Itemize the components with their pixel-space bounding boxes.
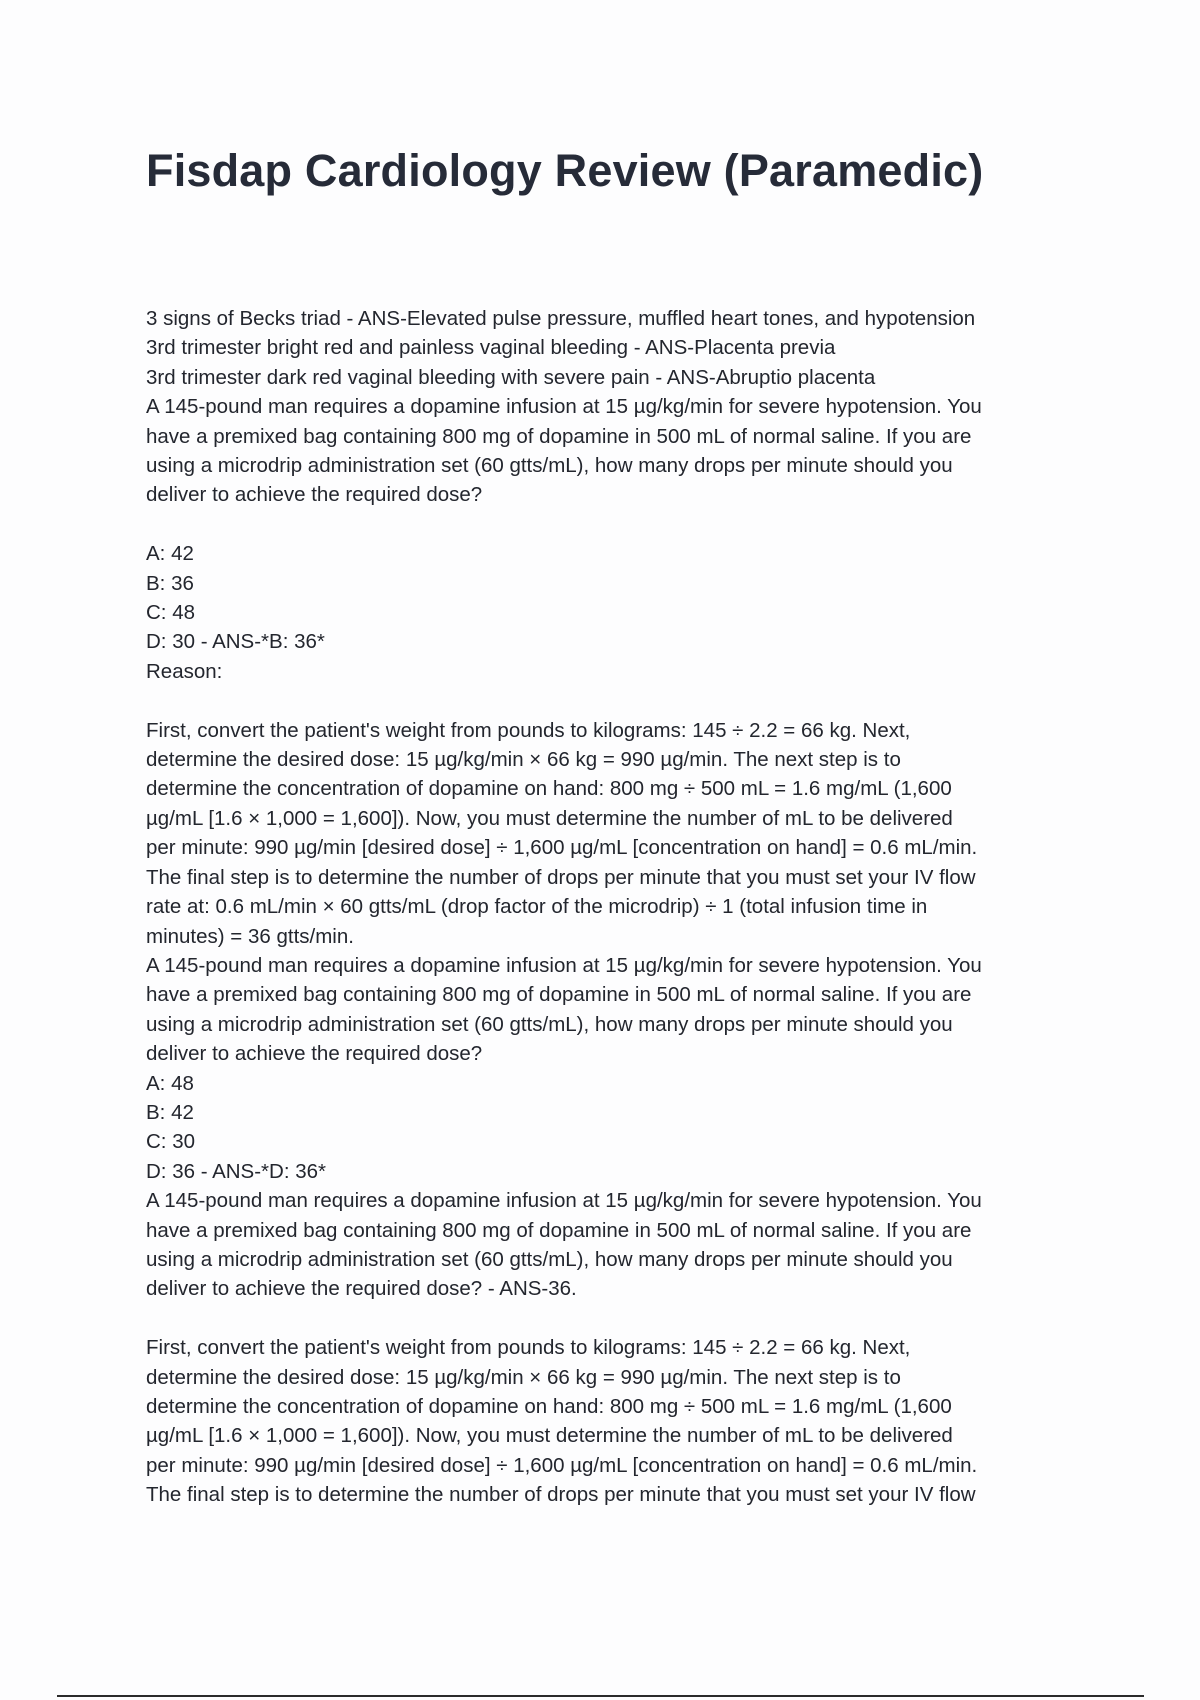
text-line: using a microdrip administration set (60 gtts/mL), how many drops per minute should you: [146, 1012, 953, 1036]
text-line: B: 36: [146, 571, 194, 595]
text-line: Reason:: [146, 659, 223, 683]
blank-line: [146, 686, 1066, 715]
text-line: deliver to achieve the required dose?: [146, 483, 483, 507]
text-line: B: 42: [146, 1100, 194, 1124]
text-line: deliver to achieve the required dose? - ANS-36.: [146, 1277, 577, 1301]
text-line: C: 48: [146, 601, 195, 625]
text-line: The final step is to determine the number of drops per minute that you must set your IV flow: [146, 865, 976, 889]
text-line: A 145-pound man requires a dopamine infusion at 15 µg/kg/min for severe hypotension. You: [146, 1189, 982, 1213]
text-line: µg/mL [1.6 × 1,000 = 1,600]). Now, you must determine the number of mL to be delivered: [146, 1424, 953, 1448]
text-line: D: 36 - ANS-*D: 36*: [146, 1159, 327, 1183]
text-line: C: 30: [146, 1130, 195, 1154]
text-line: determine the desired dose: 15 µg/kg/min × 66 kg = 990 µg/min. The next step is to: [146, 748, 901, 772]
text-line: minutes) = 36 gtts/min.: [146, 924, 354, 948]
text-line: The final step is to determine the number of drops per minute that you must set your IV flow: [146, 1483, 976, 1507]
text-line: 3 signs of Becks triad - ANS-Elevated pulse pressure, muffled heart tones, and hypotension: [146, 307, 976, 330]
document-body: [146, 304, 1066, 1510]
text-line: per minute: 990 µg/min [desired dose] ÷ 1,600 µg/mL [concentration on hand] = 0.6 mL/min.: [146, 836, 978, 860]
text-line: using a microdrip administration set (60 gtts/mL), how many drops per minute should you: [146, 454, 953, 478]
text-line: A: 48: [146, 1071, 194, 1095]
text-line: 3rd trimester dark red vaginal bleeding with severe pain - ANS-Abruptio placenta: [146, 365, 876, 389]
footer-divider: [57, 1695, 1144, 1697]
text-line: µg/mL [1.6 × 1,000 = 1,600]). Now, you must determine the number of mL to be delivered: [146, 806, 953, 830]
text-line: have a premixed bag containing 800 mg of dopamine in 500 mL of normal saline. If you are: [146, 424, 972, 448]
text-line: determine the concentration of dopamine on hand: 800 mg ÷ 500 mL = 1.6 mg/mL (1,600: [146, 777, 952, 801]
blank-line: [146, 1304, 1066, 1333]
text-line: First, convert the patient's weight from pounds to kilograms: 145 ÷ 2.2 = 66 kg. Next,: [146, 718, 911, 742]
text-line: A: 42: [146, 542, 194, 566]
text-line: have a premixed bag containing 800 mg of dopamine in 500 mL of normal saline. If you are: [146, 983, 972, 1007]
text-line: D: 30 - ANS-*B: 36*: [146, 630, 325, 654]
text-line: using a microdrip administration set (60 gtts/mL), how many drops per minute should you: [146, 1247, 953, 1271]
text-line: per minute: 990 µg/min [desired dose] ÷ 1,600 µg/mL [concentration on hand] = 0.6 mL/min.: [146, 1453, 978, 1477]
text-line: determine the concentration of dopamine on hand: 800 mg ÷ 500 mL = 1.6 mg/mL (1,600: [146, 1394, 952, 1418]
text-line: deliver to achieve the required dose?: [146, 1042, 483, 1066]
text-line: A 145-pound man requires a dopamine infusion at 15 µg/kg/min for severe hypotension. You: [146, 953, 982, 977]
text-line: rate at: 0.6 mL/min × 60 gtts/mL (drop factor of the microdrip) ÷ 1 (total infusion time in: [146, 895, 928, 919]
page-title: Fisdap Cardiology Review (Paramedic): [146, 145, 984, 196]
text-line: have a premixed bag containing 800 mg of dopamine in 500 mL of normal saline. If you are: [146, 1218, 972, 1242]
text-line: First, convert the patient's weight from pounds to kilograms: 145 ÷ 2.2 = 66 kg. Next,: [146, 1336, 911, 1360]
text-line: 3rd trimester bright red and painless vaginal bleeding - ANS-Placenta previa: [146, 336, 836, 360]
text-line: determine the desired dose: 15 µg/kg/min × 66 kg = 990 µg/min. The next step is to: [146, 1365, 901, 1389]
text-line: A 145-pound man requires a dopamine infusion at 15 µg/kg/min for severe hypotension. You: [146, 395, 982, 419]
blank-line: [146, 510, 1066, 539]
